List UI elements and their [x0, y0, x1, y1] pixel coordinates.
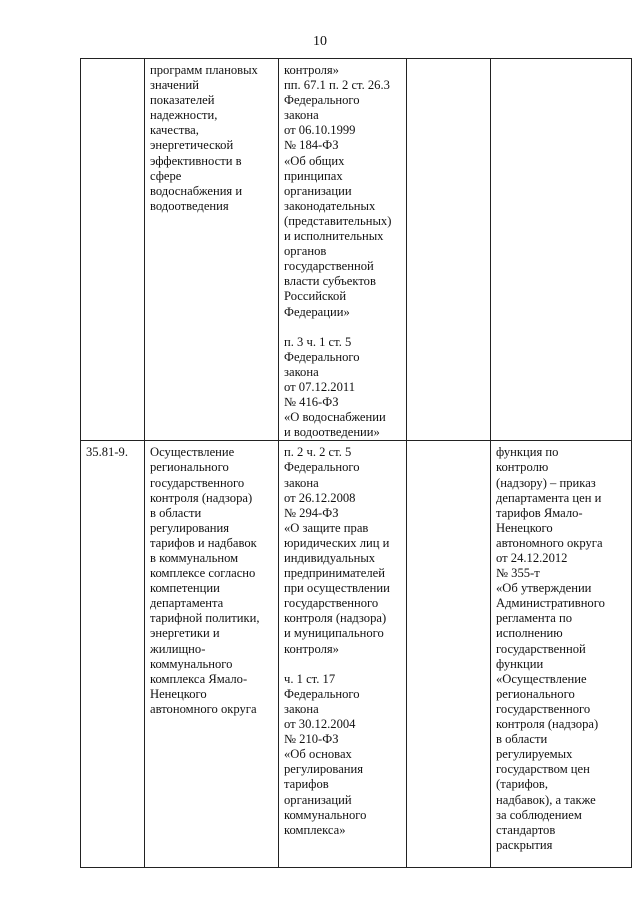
row-number-cell — [81, 59, 145, 441]
regulation-cell — [491, 59, 632, 441]
row-number-cell: 35.81-9. — [81, 441, 145, 868]
table-row — [81, 59, 632, 441]
legal-basis-cell: п. 2 ч. 2 ст. 5 Федерального закона от 26.12.2008 № 294-ФЗ «О защите прав юридических лиц и индивидуальных предпринимателей при осуществлении государственного контроля (надзора) и муниципального контроля» ч. 1 ст. 17 Федерального закона от 30.12.2004 № 210-ФЗ «Об основах регулирования тарифов организаций коммунального комплекса» — [279, 441, 407, 868]
functions-table — [80, 58, 632, 868]
legal-basis-cell: контроля» пп. 67.1 п. 2 ст. 26.3 Федерального закона от 06.10.1999 № 184-ФЗ «Об общих принципах организации законодательных (представительных) и исполнительных органов государственной власти субъектов Российской Федерации» п. 3 ч. 1 ст. 5 Федерального закона от 07.12.2011 № 416-ФЗ «О водоснабжении и водоотведении» — [279, 59, 407, 441]
empty-cell — [407, 59, 491, 441]
regulation-cell: функция по контролю (надзору) – приказ департамента цен и тарифов Ямало- Ненецкого автономного округа от 24.12.2012 № 355-т «Об утверждении Административного регламента по исполнению государственной функции «Осуществление регионального государственного контроля (надзора) в области регулируемых государством цен (тарифов, надбавок), а также за соблюдением стандартов раскрытия — [491, 441, 632, 868]
page-number: 10 — [313, 34, 327, 49]
function-name-cell: Осуществление регионального государственного контроля (надзора) в области регулирования тарифов и надбавок в коммунальном комплексе согласно компетенции департамента тарифной политики, энергетики и жилищно- коммунального комплекса Ямало- Ненецкого автономного округа — [145, 441, 279, 868]
function-name-cell: программ плановых значений показателей надежности, качества, энергетической эффективности в сфере водоснабжения и водоотведения — [145, 59, 279, 441]
empty-cell — [407, 441, 491, 868]
table-row — [81, 441, 632, 868]
